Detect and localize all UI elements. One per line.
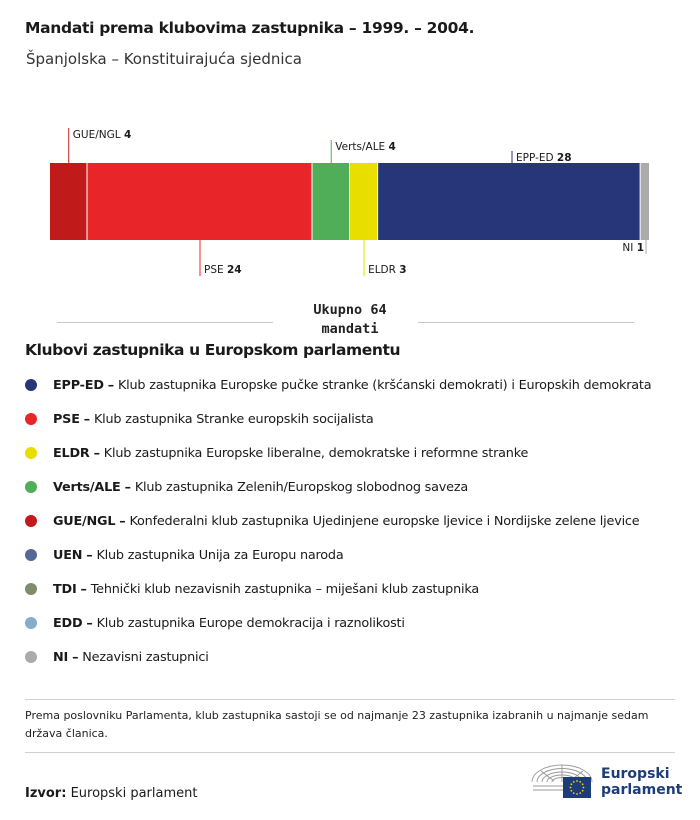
legend-desc: Konfederalni klub zastupnika Ujedinjene europske ljevice i Nordijske zelene ljevice [129, 513, 640, 529]
divider-bottom [25, 752, 675, 753]
legend-desc: Klub zastupnika Europe demokracija i raznolikosti [96, 615, 405, 631]
bar-segment-pse [88, 163, 312, 240]
legend-dot [25, 651, 37, 663]
legend-abbr: PSE [53, 411, 80, 427]
logo-wordmark [601, 766, 682, 798]
footnote: Prema poslovniku Parlamenta, klub zastupnika sastoji se od najmanje 23 zastupnika izabranih u najmanje sedam država članica. [25, 709, 649, 740]
legend-desc: Klub zastupnika Stranke europskih socijalista [93, 411, 374, 427]
legend-item: Verts/ALE – Klub zastupnika Zelenih/Europskog slobodnog saveza [25, 470, 651, 504]
total-divider-left [57, 322, 273, 323]
segment-label-gue: GUE/NGL 4 [72, 129, 132, 141]
legend-abbr: UEN [53, 547, 83, 563]
bar-segment-ni [641, 163, 649, 240]
legend-abbr: EDD [53, 615, 83, 631]
bar-segment-epp [378, 163, 640, 240]
source-value: Europski parlament [70, 786, 198, 801]
stacked-bar-chart [0, 110, 700, 290]
chart-subtitle: Španjolska – Konstituirajuća sjednica [26, 50, 302, 68]
total-divider-right [418, 322, 634, 323]
legend-item: EPP-ED – Klub zastupnika Europske pučke stranke (kršćanski demokrati) i Europskih demokrata [25, 368, 651, 402]
legend-desc: Tehnički klub nezavisnih zastupnika – miješani klub zastupnika [90, 581, 479, 597]
legend-dot [25, 413, 37, 425]
legend-item: UEN – Klub zastupnika Unija za Europu naroda [25, 538, 651, 572]
legend-dot [25, 583, 37, 595]
legend-desc: Nezavisni zastupnici [82, 649, 209, 665]
legend-list [25, 368, 651, 674]
total-seats-count: Ukupno 64 [313, 302, 387, 318]
legend-desc: Klub zastupnika Zelenih/Europskog slobodnog saveza [134, 479, 468, 495]
segment-label-pse: PSE 24 [204, 264, 242, 276]
legend-item: EDD – Klub zastupnika Europe demokracija i raznolikosti [25, 606, 651, 640]
legend-item: PSE – Klub zastupnika Stranke europskih socijalista [25, 402, 651, 436]
total-seats [285, 301, 415, 339]
legend-abbr: ELDR [53, 445, 90, 461]
logo-line1: Europski [601, 766, 670, 782]
legend-dot [25, 447, 37, 459]
bar-segment-verts [313, 163, 350, 240]
legend-item: GUE/NGL – Konfederalni klub zastupnika Ujedinjene europske ljevice i Nordijske zelene ljevice [25, 504, 651, 538]
legend-item: ELDR – Klub zastupnika Europske liberalne, demokratske i reformne stranke [25, 436, 651, 470]
bar-segment-gue [50, 163, 87, 240]
legend-abbr: TDI [53, 581, 77, 597]
legend-dot [25, 617, 37, 629]
segment-label-eldr: ELDR 3 [368, 264, 407, 276]
divider-top [25, 699, 675, 700]
legend-dot [25, 515, 37, 527]
segment-label-epp: EPP-ED 28 [516, 152, 572, 164]
total-seats-unit: mandati [321, 321, 379, 337]
legend-dot [25, 549, 37, 561]
legend-abbr: NI [53, 649, 69, 665]
legend-desc: Klub zastupnika Unija za Europu naroda [96, 547, 344, 563]
legend-abbr: GUE/NGL [53, 513, 116, 529]
legend-desc: Klub zastupnika Europske liberalne, demokratske i reformne stranke [103, 445, 529, 461]
segment-label-ni: NI 1 [622, 242, 644, 254]
legend-desc: Klub zastupnika Europske pučke stranke (kršćanski demokrati) i Europskih demokrata [117, 377, 652, 393]
legend-title: Klubovi zastupnika u Europskom parlamentu [25, 341, 401, 359]
legend-dot [25, 481, 37, 493]
legend-abbr: Verts/ALE [53, 479, 121, 495]
source [25, 786, 197, 801]
legend-dot [25, 379, 37, 391]
legend-abbr: EPP-ED [53, 377, 104, 393]
source-label: Izvor: [25, 786, 67, 801]
bar-segment-eldr [350, 163, 377, 240]
legend-item: NI – Nezavisni zastupnici [25, 640, 651, 674]
european-parliament-logo [529, 762, 683, 802]
legend-item: TDI – Tehnički klub nezavisnih zastupnika – miješani klub zastupnika [25, 572, 651, 606]
segment-label-verts: Verts/ALE 4 [335, 141, 396, 153]
chart-title: Mandati prema klubovima zastupnika – 1999. – 2004. [25, 19, 475, 37]
parliament-hemicycle-icon [529, 762, 595, 802]
logo-line2: parlament [601, 782, 683, 798]
